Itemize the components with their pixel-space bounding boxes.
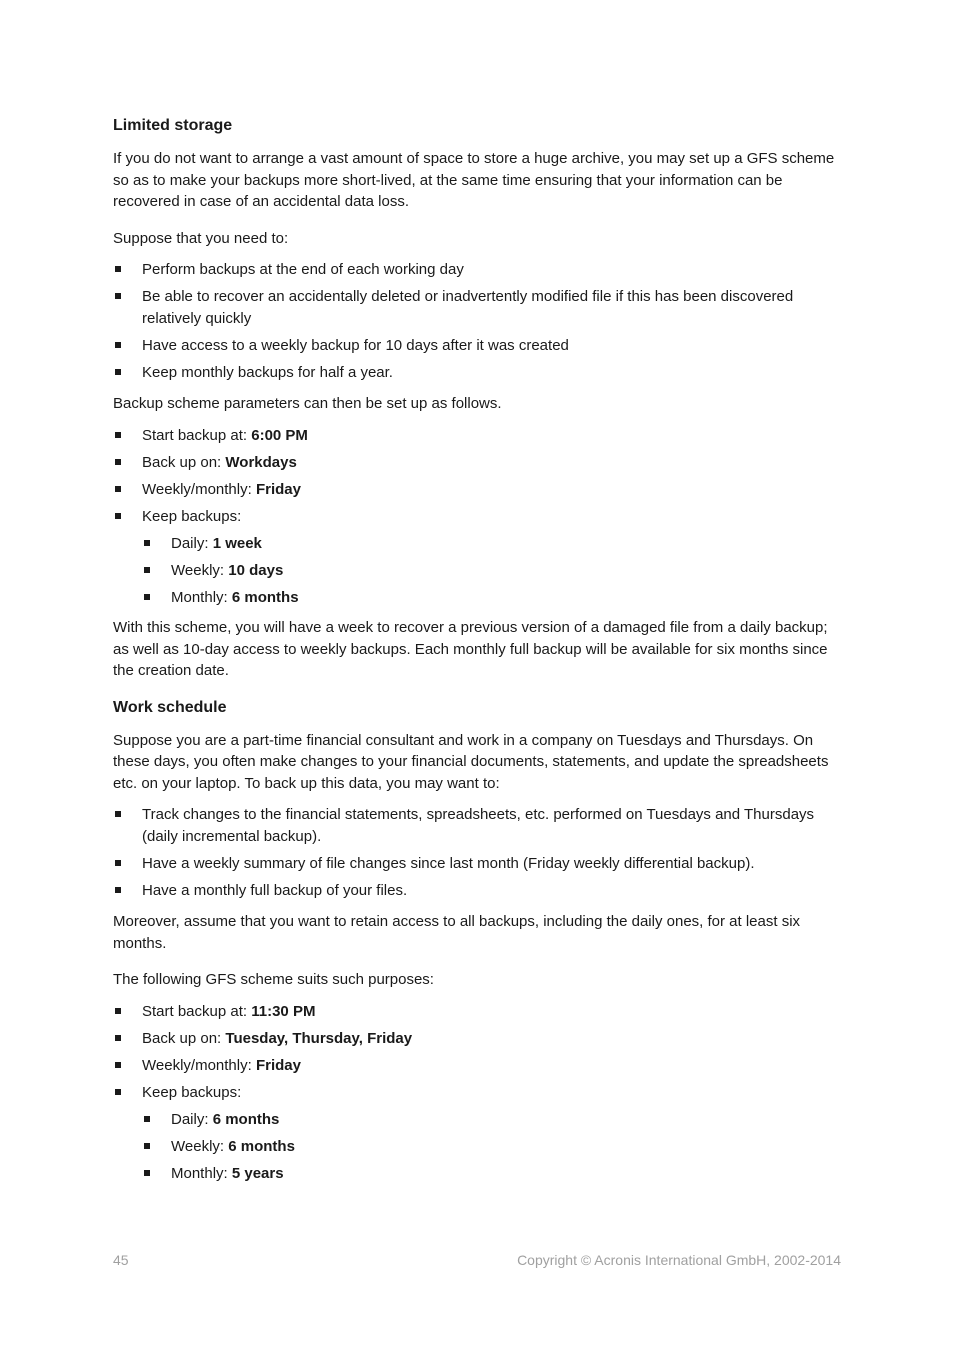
paragraph: Backup scheme parameters can then be set up as follows. xyxy=(113,395,502,412)
bullet-icon xyxy=(115,486,121,492)
list-item: Track changes to the financial statements, spreadsheets, etc. performed on Tuesdays and Thursdays (daily incremental backup). xyxy=(113,804,843,847)
bullet-icon xyxy=(115,342,121,348)
bullet-icon xyxy=(115,1035,121,1041)
bullet-icon xyxy=(115,1008,121,1014)
bullet-icon xyxy=(115,860,121,866)
list-item: Be able to recover an accidentally deleted or inadvertently modified file if this has been discovered relatively quickly xyxy=(113,286,843,329)
list-item: Keep monthly backups for half a year. xyxy=(113,362,843,384)
paragraph: Moreover, assume that you want to retain access to all backups, including the daily ones, for at least six months. xyxy=(113,913,801,952)
bullet-icon xyxy=(115,811,121,817)
bullet-icon xyxy=(115,887,121,893)
bullet-icon xyxy=(115,266,121,272)
bullet-icon xyxy=(115,369,121,375)
list-item: Weekly: 6 months xyxy=(142,1136,843,1158)
list-item: Monthly: 6 months xyxy=(142,587,843,609)
keep-sublist xyxy=(142,533,843,609)
bullet-icon xyxy=(144,594,150,600)
needs-list xyxy=(113,259,843,383)
copyright-notice: Copyright © Acronis International GmbH, 2002-2014 xyxy=(517,1252,841,1268)
list-item: Perform backups at the end of each working day xyxy=(113,259,843,281)
bullet-icon xyxy=(115,293,121,299)
list-item: Have a monthly full backup of your files. xyxy=(113,880,843,902)
params-list xyxy=(113,1001,843,1185)
paragraph: Suppose that you need to: xyxy=(113,229,289,247)
list-item: Keep backups: Daily: 1 week Weekly: 10 days Monthly: 6 months xyxy=(113,506,843,609)
page-number: 45 xyxy=(113,1252,129,1268)
section-heading-work-schedule: Work schedule xyxy=(113,698,227,716)
keep-sublist xyxy=(142,1109,843,1185)
list-item: Weekly: 10 days xyxy=(142,560,843,582)
list-item: Have a weekly summary of file changes since last month (Friday weekly differential backup). xyxy=(113,853,843,875)
list-item: Start backup at: 11:30 PM xyxy=(113,1001,843,1023)
bullet-icon xyxy=(115,513,121,519)
list-item: Daily: 1 week xyxy=(142,533,843,555)
paragraph: The following GFS scheme suits such purposes: xyxy=(113,971,434,988)
list-item: Weekly/monthly: Friday xyxy=(113,479,843,501)
paragraph: With this scheme, you will have a week to recover a previous version of a damaged file from a daily backup; as well as 10-day access to weekly backups. Each monthly full backup will be available for six months since the creation date. xyxy=(113,619,828,679)
list-item: Keep backups: Daily: 6 months Weekly: 6 months Monthly: 5 years xyxy=(113,1082,843,1185)
bullet-icon xyxy=(144,1170,150,1176)
bullet-icon xyxy=(144,567,150,573)
paragraph: Suppose you are a part-time financial consultant and work in a company on Tuesdays and Thursdays. On these days, you often make changes to your financial documents, statements, and update the spreadsheets etc. on your laptop. To back up this data, you may want to: xyxy=(113,731,829,792)
list-item: Daily: 6 months xyxy=(142,1109,843,1131)
wants-list xyxy=(113,804,843,901)
list-item: Weekly/monthly: Friday xyxy=(113,1055,843,1077)
list-item: Back up on: Workdays xyxy=(113,452,843,474)
list-item: Monthly: 5 years xyxy=(142,1163,843,1185)
list-item: Start backup at: 6:00 PM xyxy=(113,425,843,447)
bullet-icon xyxy=(144,1116,150,1122)
bullet-icon xyxy=(115,432,121,438)
bullet-icon xyxy=(144,1143,150,1149)
paragraph: If you do not want to arrange a vast amount of space to store a huge archive, you may set up a GFS scheme so as to make your backups more short-lived, at the same time ensuring that your information can be recovered in case of an accidental data loss. xyxy=(113,150,835,210)
section-heading-limited-storage: Limited storage xyxy=(113,117,233,134)
list-item: Have access to a weekly backup for 10 days after it was created xyxy=(113,335,843,357)
bullet-icon xyxy=(115,459,121,465)
page-content xyxy=(113,113,843,1184)
params-list xyxy=(113,425,843,609)
list-item: Back up on: Tuesday, Thursday, Friday xyxy=(113,1028,843,1050)
bullet-icon xyxy=(115,1089,121,1095)
page-footer xyxy=(113,1250,841,1270)
bullet-icon xyxy=(144,540,150,546)
bullet-icon xyxy=(115,1062,121,1068)
